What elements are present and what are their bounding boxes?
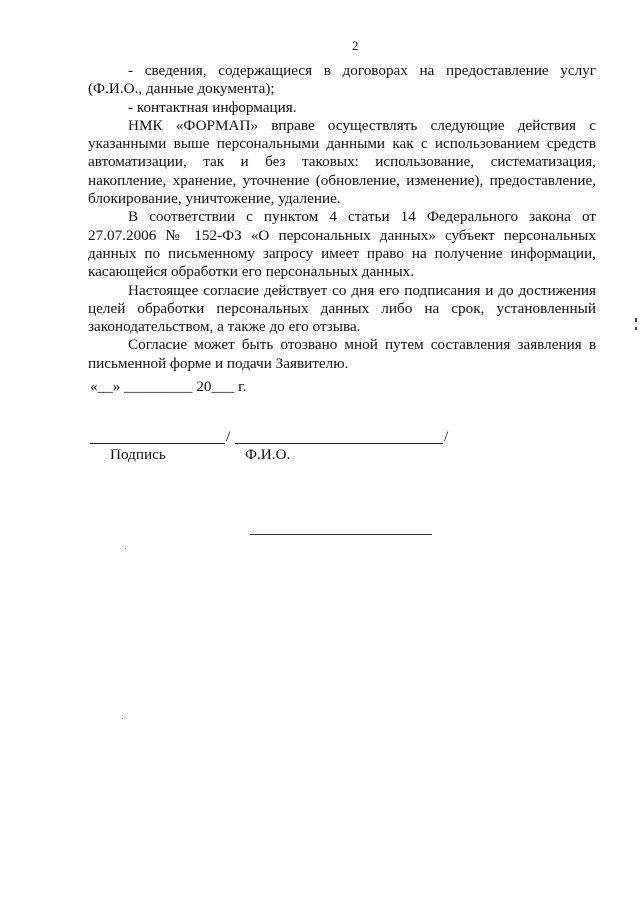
signature-label: Подпись [110, 446, 166, 463]
scan-speck [125, 548, 126, 549]
paragraph-revocation: Согласие может быть отозвано мной путем составления заявления в письменной форме и подачи Заявителю. [88, 336, 596, 372]
paragraph-law-reference: В соответствии с пунктом 4 статьи 14 Федерального закона от 27.07.2006 № 152-ФЗ «О персональных данных» субъект персональных данных по письменному запросу имеет право на получение информации, касающейся обработки его персональных данных. [88, 208, 596, 281]
name-slash: / [444, 428, 449, 445]
name-blank [235, 443, 443, 444]
date-line: «__» _________ 20___ г. [90, 378, 247, 395]
bottom-rule [250, 534, 432, 535]
paragraph-actions: НМК «ФОРМАП» вправе осуществлять следующие действия с указанными выше персональными данными как с использованием средств автоматизации, так и без таковых: использование, систематизация, накопление, хранение, уточнение (обновление, изменение), предоставление, блокирование, уничтожение, удаление. [88, 116, 596, 208]
scan-speck [122, 718, 123, 719]
paragraph-validity: Настоящее согласие действует со дня его подписания и до достижения целей обработки персональных данных либо на срок, установленный законодательством, а также до его отзыва. [88, 281, 596, 336]
name-label: Ф.И.О. [245, 446, 291, 463]
signature-lines [90, 428, 460, 448]
page-number: 2 [352, 38, 359, 53]
scan-edge-mark [635, 318, 637, 322]
scan-edge-mark [635, 327, 637, 330]
signature-slash: / [226, 428, 231, 445]
document-body [88, 62, 596, 373]
paragraph-contact-info: - контактная информация. [128, 98, 297, 116]
signature-blank [90, 443, 225, 444]
paragraph-data-items: - сведения, содержащиеся в договорах на предоставление услуг (Ф.И.О., данные документа); [88, 62, 596, 98]
